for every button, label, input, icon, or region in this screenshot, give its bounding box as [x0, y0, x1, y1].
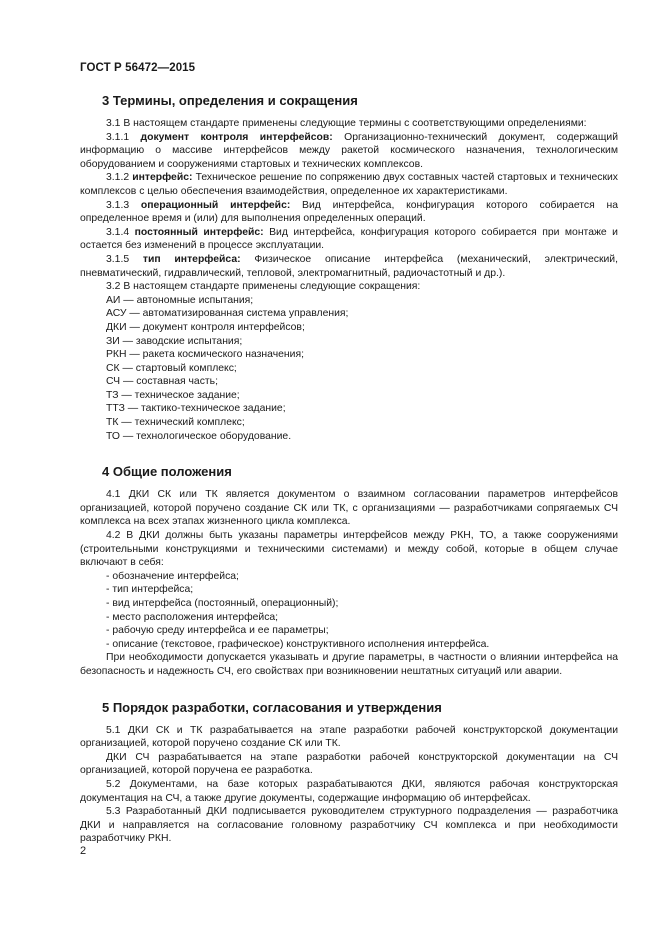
- term-definition: Физическое описание интерфейса (механический, электрический, пневматический, гидравлический, тепловой, электромагнитный, радиочастотный и др.).: [80, 253, 618, 279]
- abbreviation-item: ТТЗ — тактико-техническое задание;: [106, 403, 286, 415]
- section-5-title: 5 Порядок разработки, согласования и утверждения: [102, 699, 442, 715]
- term-definition: Техническое решение по сопряжению двух составных частей стартовых и технических комплексов с целью обеспечения взаимодействия, определенное их характеристиками.: [80, 172, 619, 197]
- page-number: 2: [80, 845, 87, 857]
- term-3-1-2: [80, 171, 618, 198]
- paragraph-3-1: 3.1 В настоящем стандарте применены следующие термины с соответствующими определениями:: [106, 118, 587, 129]
- term-name: тип интерфейса:: [142, 253, 241, 265]
- paragraph-5-1b: ДКИ СЧ разрабатывается на этапе разработки рабочей конструкторской документации на СЧ организацией, которой поручена ее разработка.: [80, 751, 618, 777]
- term-3-1-4: [80, 226, 618, 253]
- abbreviation-item: ЗИ — заводские испытания;: [106, 335, 243, 347]
- abbreviation-item: ДКИ — документ контроля интерфейсов;: [106, 321, 305, 333]
- term-name: операционный интерфейс:: [140, 199, 291, 211]
- section-3-title: 3 Термины, определения и сокращения: [102, 93, 358, 108]
- term-number: 3.1.4: [106, 226, 135, 238]
- list-item: - обозначение интерфейса;: [106, 570, 239, 582]
- list-item: - рабочую среду интерфейса и ее параметры;: [106, 625, 329, 637]
- paragraph-5-2: 5.2 Документами, на базе которых разрабатываются ДКИ, являются рабочая конструкторская документация на СЧ, а также другие документы, содержащие информацию об интерфейсах.: [80, 778, 618, 804]
- paragraph-4-1: 4.1 ДКИ СК или ТК является документом о взаимном согласовании параметров интерфейсов организацией, которой поручено создание СК или ТК, с организациями — разработчиками сопрягаемых СЧ комплекса на всех этапах жизненного цикла комплекса.: [80, 489, 618, 528]
- abbreviation-item: РКН — ракета космического назначения;: [106, 349, 304, 361]
- paragraph-3-2: 3.2 В настоящем стандарте применены следующие сокращения:: [106, 281, 421, 293]
- abbreviation-item: ТО — технологическое оборудование.: [106, 430, 292, 442]
- paragraph-5-3: 5.3 Разработанный ДКИ подписывается руководителем структурного подразделения — разработчика ДКИ и направляется на согласование головному разработчику СЧ комплекса и при необходимости разработчику РКН.: [80, 806, 618, 845]
- abbreviation-item: ТК — технический комплекс;: [106, 417, 245, 429]
- term-number: 3.1.3: [106, 199, 141, 211]
- term-3-1-5: [80, 253, 618, 280]
- term-3-1-3: [80, 199, 618, 226]
- term-number: 3.1.2: [106, 172, 133, 184]
- term-name: постоянный интерфейс:: [134, 226, 264, 238]
- section-4-title: 4 Общие положения: [102, 464, 232, 480]
- term-definition: Вид интерфейса, конфигурация которого собирается при монтаже и остается без изменений в процессе эксплуатации.: [80, 226, 618, 252]
- term-name: документ контроля интерфейсов:: [140, 131, 333, 143]
- abbreviation-item: СЧ — составная часть;: [106, 376, 218, 388]
- list-item: - тип интерфейса;: [106, 584, 194, 596]
- abbreviation-item: АСУ — автоматизированная система управления;: [106, 308, 349, 320]
- paragraph-4-note: При необходимости допускается указывать и другие параметры, в частности о влиянии интерфейса на безопасность и надежность СЧ, его свойствах при возникновении нештатных ситуаций или аварии.: [80, 652, 618, 677]
- paragraph-4-2: 4.2 В ДКИ должны быть указаны параметры интерфейсов между РКН, ТО, а также сооружениями (строительными конструкциями и техническими системами) и между собой, которые в общем случае включают в себя:: [80, 530, 618, 569]
- term-definition: Организационно-технический документ, содержащий информацию о массиве интерфейсов между ракетой космического назначения, технологическим оборудованием и сооружениями стартовых и технических комплексов.: [80, 131, 618, 170]
- term-definition: Вид интерфейса, конфигурация которого собирается на определенное время и (или) для выполнения определенных операций.: [80, 199, 619, 225]
- abbreviation-item: ТЗ — техническое задание;: [106, 389, 240, 401]
- term-3-1-1: [80, 131, 618, 172]
- paragraph-5-1: 5.1 ДКИ СК и ТК разрабатывается на этапе разработки рабочей конструкторской документации организацией, которой поручено создание СК или ТК.: [80, 724, 618, 750]
- term-name: интерфейс:: [132, 172, 193, 184]
- list-item: - место расположения интерфейса;: [106, 611, 279, 623]
- abbreviation-item: АИ — автономные испытания;: [106, 294, 254, 306]
- term-number: 3.1.5: [106, 253, 143, 265]
- abbreviation-item: СК — стартовый комплекс;: [106, 362, 237, 374]
- document-body: [80, 90, 618, 846]
- list-item: - вид интерфейса (постоянный, операционный);: [106, 598, 339, 609]
- term-number: 3.1.1: [106, 131, 141, 143]
- document-header: ГОСТ Р 56472—2015: [80, 62, 196, 74]
- list-item: - описание (текстовое, графическое) конструктивного исполнения интерфейса.: [106, 638, 490, 650]
